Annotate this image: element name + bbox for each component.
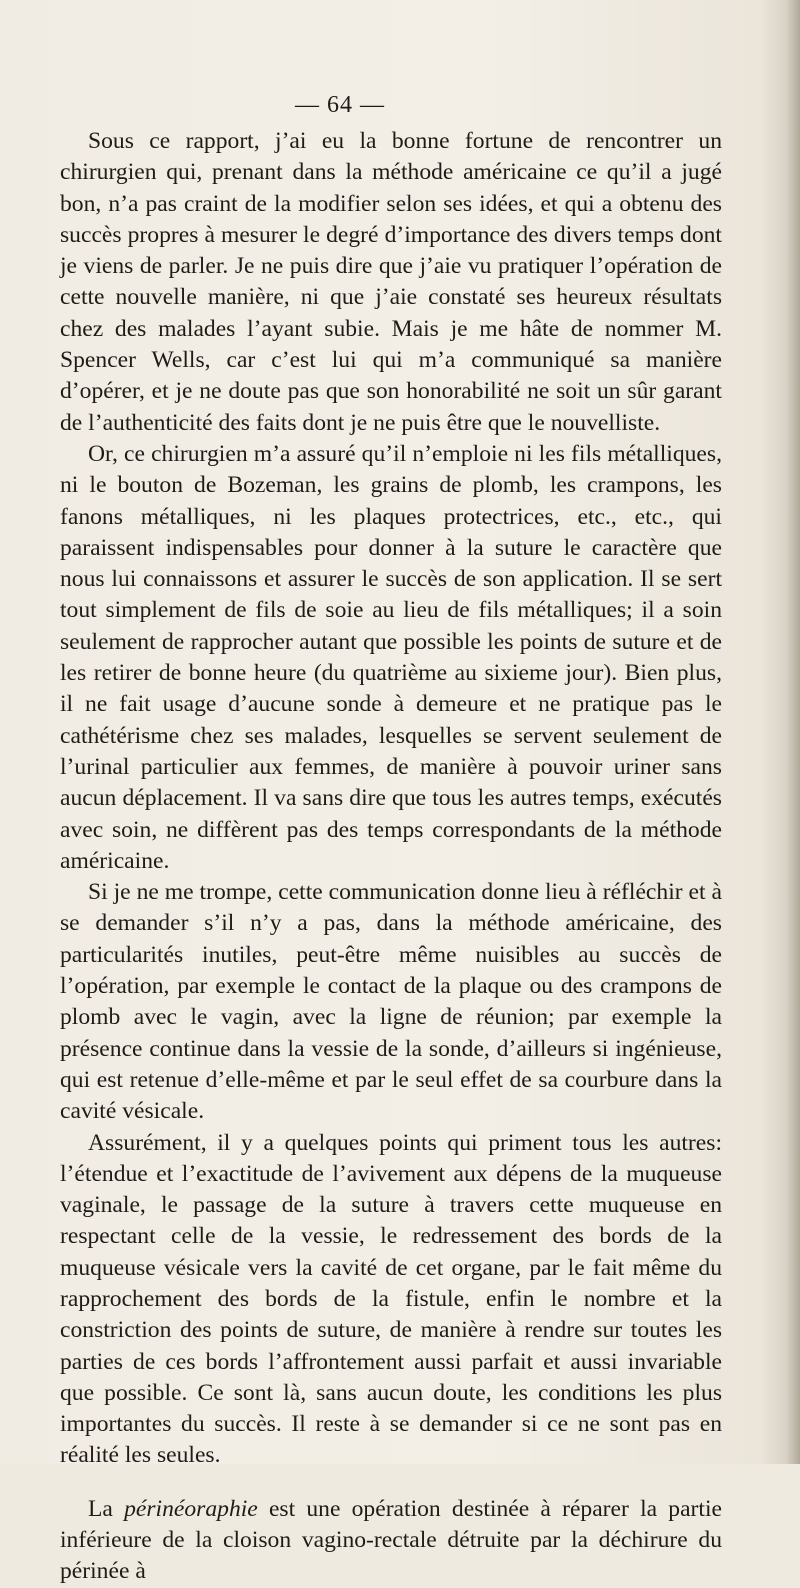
paragraph-5-suffix: est une opération destinée à réparer la partie inférieure de la cloison vagino-rectale détruite par la déchirure du périnée à: [60, 1495, 722, 1585]
paragraph-5: [60, 1494, 722, 1588]
page-number: — 64 —: [295, 92, 385, 118]
paragraph-2: Or, ce chirurgien m’a assuré qu’il n’emploie ni les fils métalliques, ni le bouton de Bozeman, les grains de plomb, les crampons, les fanons métalliques, ni les plaques protectrices, etc., etc., qui paraissent indispensables pour donner à la suture le caractère que nous lui connaissons et assurer le succès de son application. Il se sert tout simplement de fils de soie au lieu de fils métalliques; il a soin seulement de rapprocher autant que possible les points de suture et de les retirer de bonne heure (du quatrième au sixieme jour). Bien plus, il ne fait usage d’aucune sonde à demeure et ne pratique pas le cathétérisme chez ses malades, lesquelles se servent seulement de l’urinal particulier aux femmes, de manière à pouvoir uriner sans aucun déplacement. Il va sans dire que tous les autres temps, exécutés avec soin, ne diffèrent pas des temps correspondants de la méthode américaine.: [60, 440, 722, 874]
body-text: [60, 126, 722, 1588]
paragraph-5-prefix: La: [88, 1495, 125, 1522]
paragraph-1: Sous ce rapport, j’ai eu la bonne fortune de rencontrer un chirurgien qui, prenant dans la méthode américaine ce qu’il a jugé bon, n’a pas craint de la modifier selon ses idées, et qui a obtenu des succès propres à mesurer le degré d’importance des divers temps dont je viens de parler. Je ne puis dire que j’aie vu pratiquer l’opération de cette nouvelle manière, ni que j’aie constaté ses heureux résultats chez des malades l’ayant subie. Mais je me hâte de nommer M. Spencer Wells, car c’est lui qui m’a communiqué sa manière d’opérer, et je ne doute pas que son honorabilité ne soit un sûr garant de l’authenticité des faits dont je ne puis être que le nouvelliste.: [60, 128, 722, 436]
page-edge-shadow: [786, 0, 800, 1464]
paragraph-3: Si je ne me trompe, cette communication donne lieu à réfléchir et à se demander s’il n’y a pas, dans la méthode américaine, des particularités inutiles, peut-être même nuisibles au succès de l’opération, par exemple le contact de la plaque ou des crampons de plomb avec le vagin, avec la ligne de réunion; par exemple la présence continue dans la vessie de la sonde, d’ailleurs si ingénieuse, qui est retenue d’elle-même et par le seul effet de sa courbure dans la cavité vésicale.: [60, 879, 722, 1125]
paragraph-4: Assurément, il y a quelques points qui priment tous les autres: l’étendue et l’exactitude de l’avivement aux dépens de la muqueuse vaginale, le passage de la suture à travers cette muqueuse en respectant celle de la vessie, le redressement des bords de la muqueuse vésicale vers la cavité de cet organe, par le fait même du rapprochement des bords de la fistule, enfin le nombre et la constriction des points de suture, de manière à rendre sur toutes les parties de ces bords l’affrontement aussi parfait et aussi invariable que possible. Ce sont là, sans aucun doute, les conditions les plus importantes du succès. Il reste à se demander si ce ne sont pas en réalité les seules.: [60, 1129, 722, 1469]
perineoraphie-term: périnéoraphie: [124, 1495, 258, 1522]
